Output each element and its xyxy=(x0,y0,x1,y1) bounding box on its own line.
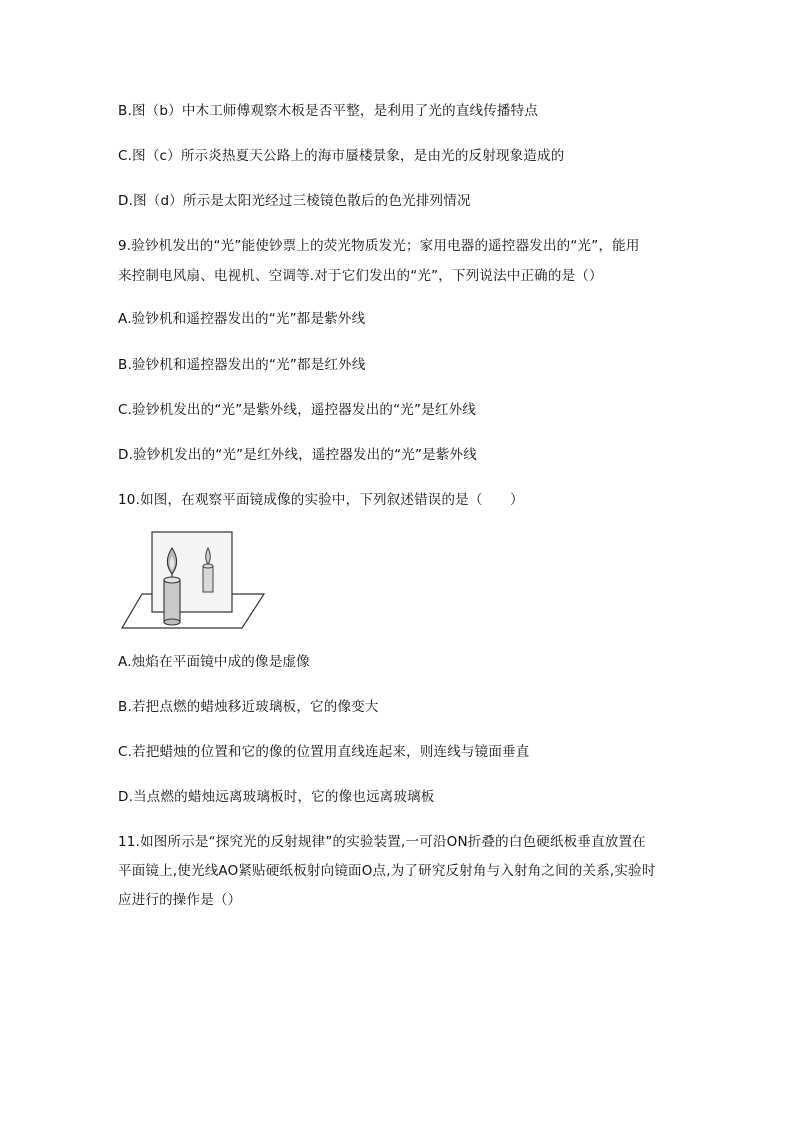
q11-stem-line-1: 11.如图所示是“探究光的反射规律”的实验装置,一可沿ON折叠的白色硬纸板垂直放置在 xyxy=(118,834,646,850)
q8-option-b: B.图（b）中木工师傅观察木板是否平整，是利用了光的直线传播特点 xyxy=(118,103,539,119)
q11-stem-line-2: 平面镜上,使光线AO紧贴硬纸板射向镜面O点,为了研究反射角与入射角之间的关系,实验时 xyxy=(118,863,656,879)
q10-option-b: B.若把点燃的蜡烛移近玻璃板，它的像变大 xyxy=(118,699,379,715)
q11-stem-line-3: 应进行的操作是（） xyxy=(118,892,242,908)
q10-option-a: A.烛焰在平面镜中成的像是虚像 xyxy=(118,654,310,670)
plane-mirror-candle-figure xyxy=(120,528,266,634)
q9-option-a: A.验钞机和遥控器发出的“光”都是紫外线 xyxy=(118,311,366,327)
q10-option-d: D.当点燃的蜡烛远离玻璃板时，它的像也远离玻璃板 xyxy=(118,789,435,805)
q9-stem-line-2: 来控制电风扇、电视机、空调等.对于它们发出的“光”，下列说法中正确的是（） xyxy=(118,268,603,284)
q10-stem: 10.如图，在观察平面镜成像的实验中，下列叙述错误的是（ ） xyxy=(118,492,524,508)
q9-option-b: B.验钞机和遥控器发出的“光”都是红外线 xyxy=(118,357,366,373)
q9-option-d: D.验钞机发出的“光”是红外线，遥控器发出的“光”是紫外线 xyxy=(118,447,477,463)
q9-stem-line-1: 9.验钞机发出的“光”能使钞票上的荧光物质发光；家用电器的遥控器发出的“光”，能用 xyxy=(118,238,640,254)
q9-option-c: C.验钞机发出的“光”是紫外线，遥控器发出的“光”是红外线 xyxy=(118,402,476,418)
q8-option-c: C.图（c）所示炎热夏天公路上的海市蜃楼景象，是由光的反射现象造成的 xyxy=(118,148,565,164)
q10-option-c: C.若把蜡烛的位置和它的像的位置用直线连起来，则连线与镜面垂直 xyxy=(118,744,530,760)
q8-option-d: D.图（d）所示是太阳光经过三棱镜色散后的色光排列情况 xyxy=(118,193,471,209)
